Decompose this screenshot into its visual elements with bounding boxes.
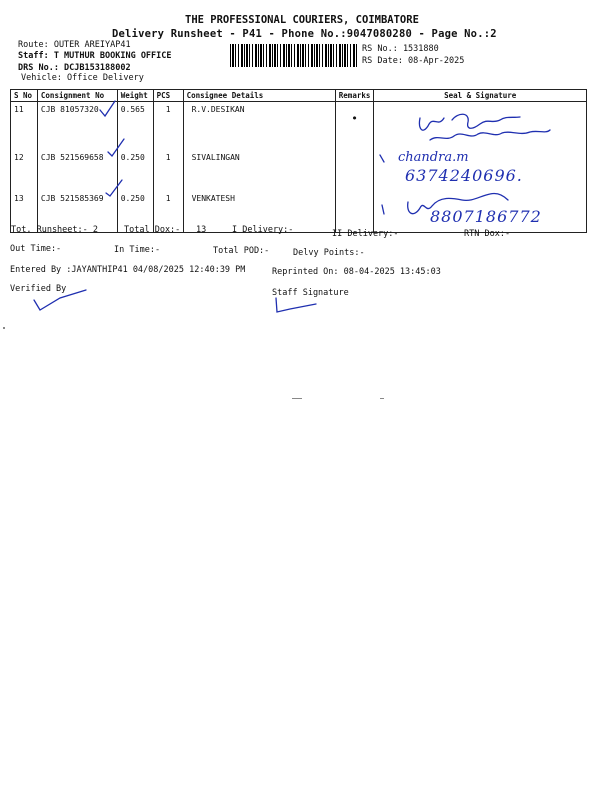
sno-cell: 12 [11,150,38,191]
column-header: Seal & Signature [374,90,587,102]
runsheet-title: Delivery Runsheet - P41 - Phone No.:9047080280 - Page No.:2 [112,28,497,40]
column-header: PCS [153,90,183,102]
signature-stroke [382,205,384,214]
tick-mark [108,139,124,156]
scan-dot [380,398,384,399]
staff-mark [276,298,316,312]
pcs-cell: 1 [153,102,183,151]
ii-delivery-label: II Delivery:- [332,229,399,239]
tick-mark [100,101,115,116]
reprinted-on: Reprinted On: 08-04-2025 13:45:03 [272,267,441,277]
scan-dot [3,327,5,329]
signature-scribble [408,193,508,213]
remarks-cell: • [335,102,374,151]
rs-date: RS Date: 08-Apr-2025 [362,56,465,66]
vehicle-label: Vehicle: Office Delivery [21,73,144,83]
out-time-label: Out Time:- [10,244,62,254]
consignee-cell: SIVALINGAN [183,150,335,191]
total-pod-label: Total POD:- [213,246,270,256]
sno-cell: 13 [11,191,38,233]
signature-stroke [380,155,384,162]
consignment-cell: CJB 521569658 [37,150,117,191]
consignment-cell: CJB 521585369 [37,191,117,233]
signature-scribble [430,130,550,140]
total-dox-value: 13 [196,225,207,235]
handwritten-name: chandra.m [398,150,469,165]
i-delivery-label: I Delivery:- [232,225,294,235]
in-time-label: In Time:- [114,245,161,255]
consignment-cell: CJB 81057320 [37,102,117,151]
signature-scribble [419,114,520,130]
consignee-cell: VENKATESH [183,191,335,233]
column-header: Remarks [335,90,374,102]
entered-by: Entered By :JAYANTHIP41 04/08/2025 12:40:39 PM [10,265,246,275]
weight-cell: 0.565 [117,102,153,151]
route-label: Route: OUTER AREIYAP41 [18,40,131,50]
weight-cell: 0.250 [117,191,153,233]
pcs-cell: 1 [153,191,183,233]
drs-number: DRS No.: DCJB153188002 [18,63,131,73]
column-header: Consignment No [37,90,117,102]
weight-cell: 0.250 [117,150,153,191]
verified-by-label: Verified By [10,284,67,294]
company-name: THE PROFESSIONAL COURIERS, COIMBATORE [185,14,419,26]
consignee-cell: R.V.DESIKAN [183,102,335,151]
pcs-cell: 1 [153,150,183,191]
column-header: Consignee Details [183,90,335,102]
scan-dot [292,398,302,399]
column-header: S No [11,90,38,102]
column-header: Weight [117,90,153,102]
delvy-points-label: Delvy Points:- [293,248,365,258]
total-dox-label: Total Dox:- [124,225,181,235]
tick-mark [106,180,122,196]
tot-runsheet: Tot. Runsheet:- 2 [11,225,98,235]
staff-signature-label: Staff Signature [272,288,349,298]
rs-number: RS No.: 1531880 [362,44,439,54]
handwritten-phone: 8807186772 [430,207,542,226]
sno-cell: 11 [11,102,38,151]
rtn-dox-label: RTN Dox:- [464,229,511,239]
handwritten-phone: 6374240696. [405,166,523,185]
staff-label: Staff: T MUTHUR BOOKING OFFICE [18,51,172,61]
